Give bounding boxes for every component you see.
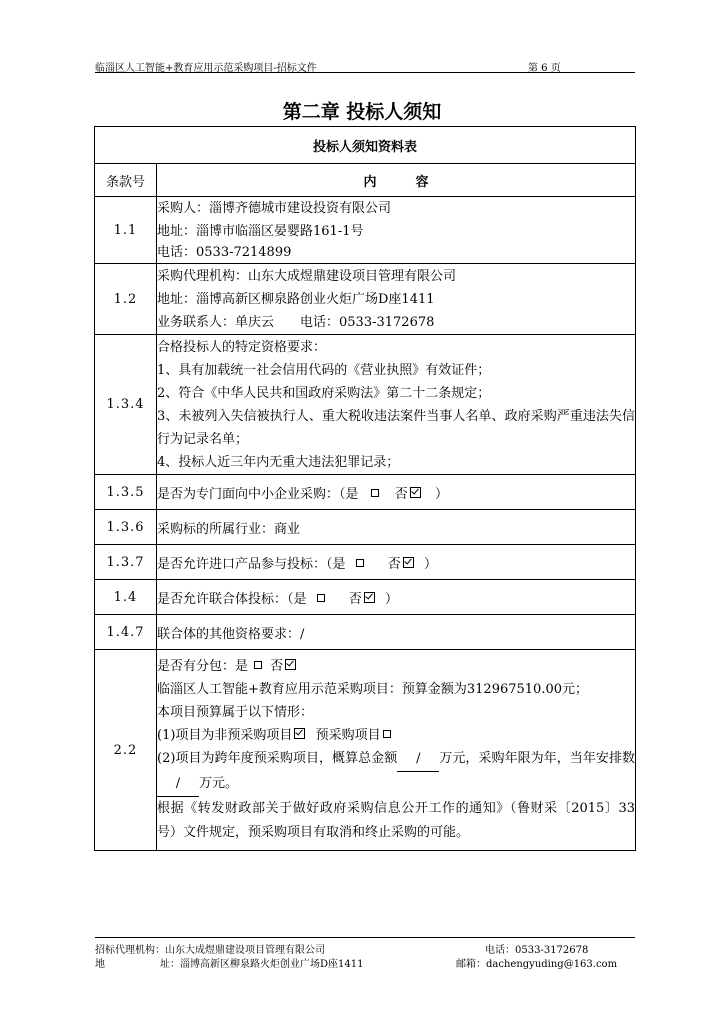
clause-number: 1.2: [95, 264, 157, 335]
table-row: [95, 197, 636, 264]
purchaser-phone: 电话：0533-7214899: [157, 245, 292, 260]
qualification-item: 2、符合《中华人民共和国政府采购法》第二十二条规定；: [157, 385, 491, 401]
table-row: [95, 510, 636, 545]
header-page-number: 第 6 页: [528, 63, 561, 74]
table-row: [95, 545, 636, 580]
no-checkbox-checked[interactable]: [285, 659, 296, 670]
no-label: 否: [270, 659, 284, 674]
total-amount-blank: /: [397, 747, 439, 772]
pre-procurement-label: 预采购项目: [315, 728, 381, 743]
budget-case-heading: 本项目预算属于以下情形：: [157, 705, 314, 720]
yes-checkbox[interactable]: [356, 559, 364, 567]
closing-paren: ）: [423, 556, 437, 572]
clause-number: 1.3.6: [95, 510, 157, 545]
non-pre-procurement-label: (1)项目为非预采购项目: [157, 728, 293, 743]
budget-amount: 临淄区人工智能+教育应用示范采购项目：预算金额为312967510.00元；: [157, 682, 589, 697]
agency-contact: 业务联系人：单庆云: [157, 314, 275, 330]
column-header-content: 内 容: [157, 164, 636, 197]
footer-address: 址：淄博高新区柳泉路火炬创业广场D座1411: [160, 959, 364, 970]
yes-checkbox[interactable]: [371, 489, 379, 497]
qualification-heading: 合格投标人的特定资格要求：: [157, 339, 327, 355]
footer-phone: 电话：0533-3172678: [485, 945, 589, 956]
chapter-title: 第二章 投标人须知: [282, 101, 442, 123]
no-checkbox-checked[interactable]: [410, 487, 421, 498]
footer-divider: [95, 937, 635, 938]
table-row: [95, 615, 636, 650]
purchaser-name: 采购人：淄博齐德城市建设投资有限公司: [157, 201, 392, 216]
clause-number: 1.1: [95, 197, 157, 264]
clause-number: 1.3.5: [95, 475, 157, 510]
table-row: [95, 264, 636, 335]
bidder-info-table: [94, 126, 636, 851]
table-row: [95, 650, 636, 851]
yes-checkbox[interactable]: [254, 661, 262, 669]
footer-agency: 招标代理机构：山东大成煜鼎建设项目管理有限公司: [95, 945, 325, 956]
header-title: 临淄区人工智能+教育应用示范采购项目-招标文件: [95, 63, 317, 74]
consortium-requirements: 联合体的其他资格要求：/: [157, 615, 636, 650]
pre-procurement-checkbox[interactable]: [383, 730, 391, 738]
no-label: 否: [394, 486, 408, 502]
footer-address-label: 地: [95, 959, 105, 970]
no-checkbox-checked[interactable]: [403, 557, 414, 568]
sme-question: 是否为专门面向中小企业采购：（是: [157, 486, 359, 502]
import-question: 是否允许进口产品参与投标：（是: [157, 556, 346, 572]
cross-year-text-2: 万元，采购年限为年，当年安排数: [439, 751, 635, 766]
clause-number: 1.3.7: [95, 545, 157, 580]
column-header-clause: 条款号: [95, 164, 157, 197]
subcontract-question: 是否有分包：是: [157, 659, 249, 674]
header-divider-right: [458, 72, 635, 73]
table-caption: 投标人须知资料表: [95, 127, 636, 164]
qualification-item: 1、具有加载统一社会信用代码的《营业执照》有效证件；: [157, 362, 491, 378]
yes-checkbox[interactable]: [317, 594, 325, 602]
clause-number: 1.4.7: [95, 615, 157, 650]
qualification-item: 3、未被列入失信被执行人、重大税收违法案件当事人名单、政府采购严重违法失信行为记录名单；: [157, 408, 636, 447]
clause-number: 2.2: [95, 650, 157, 851]
clause-number: 1.3.4: [95, 335, 157, 475]
agency-phone: 电话：0533-3172678: [300, 314, 435, 330]
industry-text: 采购标的所属行业：商业: [157, 510, 636, 545]
agency-address: 地址：淄博高新区柳泉路创业火炬广场D座1411: [157, 291, 435, 307]
table-row: [95, 580, 636, 615]
consortium-question: 是否允许联合体投标：（是: [157, 591, 307, 607]
footer-email: 邮箱：dachengyuding@163.com: [456, 959, 618, 970]
no-label: 否: [387, 556, 401, 572]
non-pre-procurement-checkbox-checked[interactable]: [294, 728, 305, 739]
cross-year-text: (2)项目为跨年度预采购项目，概算总金额: [157, 751, 398, 766]
closing-paren: ）: [434, 486, 448, 502]
no-checkbox-checked[interactable]: [364, 592, 375, 603]
clause-number: 1.4: [95, 580, 157, 615]
notice-text: 根据《转发财政部关于做好政府采购信息公开工作的通知》（鲁财采〔2015〕33号）文件规定，预采购项目有取消和终止采购的可能。: [157, 801, 636, 840]
table-row: [95, 335, 636, 475]
table-row: [95, 475, 636, 510]
qualification-item: 4、投标人近三年内无重大违法犯罪记录；: [157, 454, 400, 470]
closing-paren: ）: [384, 591, 398, 607]
cross-year-text-3: 万元。: [199, 776, 239, 791]
current-year-blank: /: [157, 772, 199, 797]
no-label: 否: [348, 591, 362, 607]
purchaser-address: 地址：淄博市临淄区晏婴路161-1号: [157, 224, 364, 239]
agency-name: 采购代理机构：山东大成煜鼎建设项目管理有限公司: [157, 268, 457, 284]
